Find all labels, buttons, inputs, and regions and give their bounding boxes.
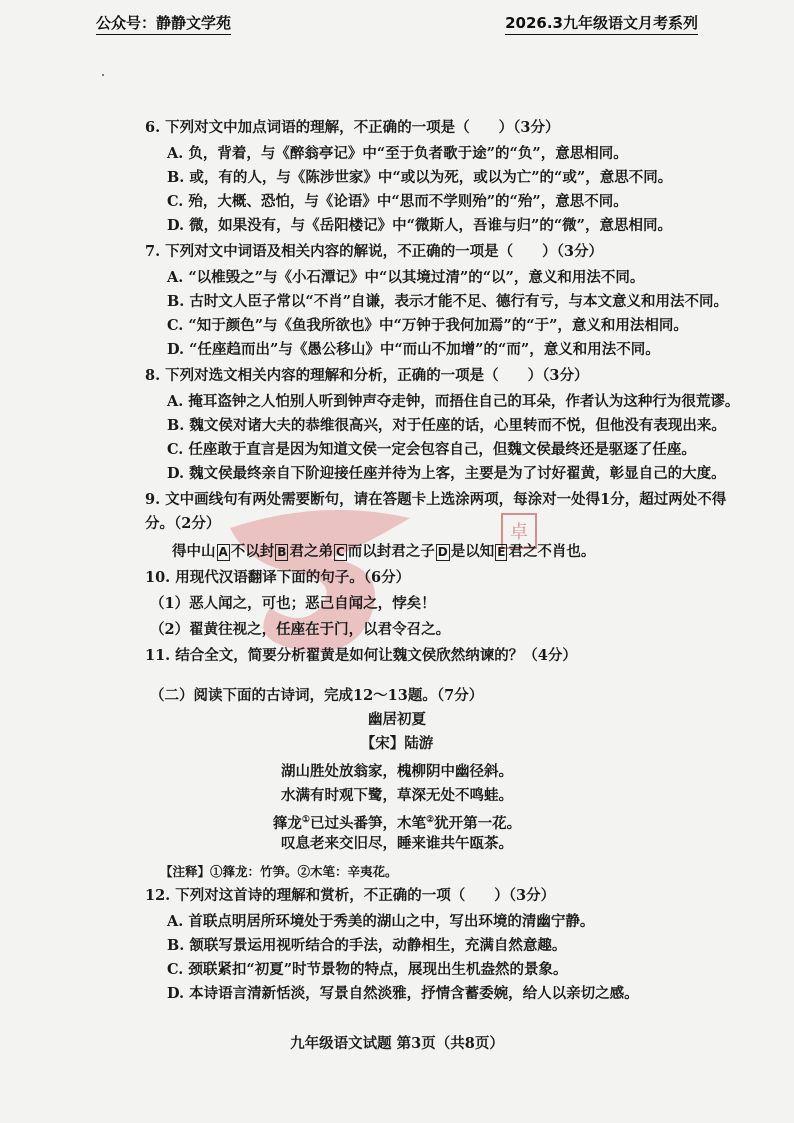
poem-line-2: 水满有时观下鹭，草深无处不鸣蛙。 <box>281 787 513 804</box>
q6-option-c: C. 殆，大概、恐怕，与《论语》中“思而不学则殆”的“殆”，意思不同。 <box>167 193 628 210</box>
q7-option-b: B. 古时文人臣子常以“不肖”自谦，表示才能不足、德行有亏，与本文意义和用法不同。 <box>167 293 729 310</box>
q8-option-b: B. 魏文侯对诸大夫的恭维很高兴，对于任座的话，心里转而不悦，但他没有表现出来。 <box>167 417 726 434</box>
poem-line-4: 叹息老来交旧尽，睡来谁共午瓯茶。 <box>281 835 513 852</box>
q9-stem-continued: 分。（2分） <box>145 515 221 532</box>
break-box-b: B <box>277 545 287 559</box>
q10-stem: 10. 用现代汉语翻译下面的句子。（6分） <box>145 569 411 586</box>
q6-option-d: D. 微，如果没有，与《岳阳楼记》中“微斯人，吾谁与归”的“微”，意思相同。 <box>167 217 673 234</box>
q10-sentence-1: （1）恶人闻之，可也；恶己自闻之，悖矣！ <box>150 595 436 612</box>
q8-option-a: A. 掩耳盗钟之人怕别人听到钟声夺走钟，而捂住自己的耳朵，作者认为这种行为很荒谬。 <box>167 393 740 410</box>
poem-notes: 【注释】①箨龙：竹笋。②木笔：辛夷花。 <box>160 864 398 879</box>
break-box-c: C <box>335 545 345 559</box>
poem-author: 【宋】陆游 <box>360 735 434 752</box>
q8-option-d: D. 魏文侯最终亲自下阶迎接任座并待为上客，主要是为了讨好翟黄，彰显自己的大度。 <box>167 465 726 482</box>
q6-stem: 6. 下列对文中加点词语的理解，不正确的一项是（ ）（3分） <box>145 119 560 136</box>
q12-option-b: B. 颔联写景运用视听结合的手法，动静相生，充满自然意趣。 <box>167 937 567 954</box>
q6-option-b: B. 或，有的人，与《陈涉世家》中“或以为死，或以为亡”的“或”，意思不同。 <box>167 169 673 186</box>
break-box-a: A <box>218 545 228 559</box>
stray-dot <box>102 74 104 76</box>
q7-stem: 7. 下列对文中词语及相关内容的解说，不正确的一项是（ ）（3分） <box>145 243 604 260</box>
q10-sentence-2: （2）翟黄往视之，任座在于门，以君令召之。 <box>150 621 451 638</box>
q7-option-d: D. “任座趋而出”与《愚公移山》中“而山不加增”的“而”，意义和用法不同。 <box>167 341 660 358</box>
break-box-e: E <box>497 545 506 559</box>
part2-intro: （二）阅读下面的古诗词，完成12～13题。（7分） <box>150 687 484 704</box>
q8-option-c: C. 任座敢于直言是因为知道文侯一定会包容自己，但魏文侯最终还是驱逐了任座。 <box>167 441 696 458</box>
svg-text:卓: 卓 <box>510 522 528 543</box>
q6-option-a: A. 负，背着，与《醉翁亭记》中“至于负者歌于途”的“负”，意思相同。 <box>167 145 628 162</box>
poem-title: 幽居初夏 <box>368 711 426 728</box>
q7-option-c: C. “知于颜色”与《鱼我所欲也》中“万钟于我何加焉”的“于”，意义和用法相同。 <box>167 317 688 334</box>
q11-stem: 11. 结合全文，简要分析翟黄是如何让魏文侯欣然纳谏的？（4分） <box>145 647 577 664</box>
poem-line-1: 湖山胜处放翁家，槐柳阴中幽径斜。 <box>281 763 513 780</box>
page-footer: 九年级语文试题 第3页（共8页） <box>290 1035 504 1052</box>
q9-stem: 9. 文中画线句有两处需要断句，请在答题卡上选涂两项，每涂对一处得1分，超过两处不得 <box>145 491 727 508</box>
q12-option-a: A. 首联点明居所环境处于秀美的湖山之中，写出环境的清幽宁静。 <box>167 913 595 930</box>
q9-sentence: 得中山 A 不以封 B 君之弟 C 而以封君之子 D 是以知 E 君之不肖也。 <box>172 543 596 560</box>
page-header <box>96 12 698 35</box>
q12-stem: 12. 下列对这首诗的理解和赏析，不正确的一项（ ）（3分） <box>145 887 556 904</box>
q12-option-c: C. 颈联紧扣“初夏”时节景物的特点，展现出生机盎然的景象。 <box>167 961 568 978</box>
q8-stem: 8. 下列对选文相关内容的理解和分析，正确的一项是（ ）（3分） <box>145 367 589 384</box>
header-left: 公众号：静静文学苑 <box>96 12 231 35</box>
q12-option-d: D. 本诗语言清新恬淡，写景自然淡雅，抒情含蓄委婉，给人以亲切之感。 <box>167 985 639 1002</box>
break-box-d: D <box>437 545 448 559</box>
header-right: 2026.3九年级语文月考系列 <box>505 12 698 35</box>
poem-line-3: 箨龙①已过头番笋，木笔②犹开第一花。 <box>272 814 522 832</box>
q7-option-a: A. “以椎毁之”与《小石潭记》中“以其境过清”的“以”，意义和用法不同。 <box>167 269 645 286</box>
